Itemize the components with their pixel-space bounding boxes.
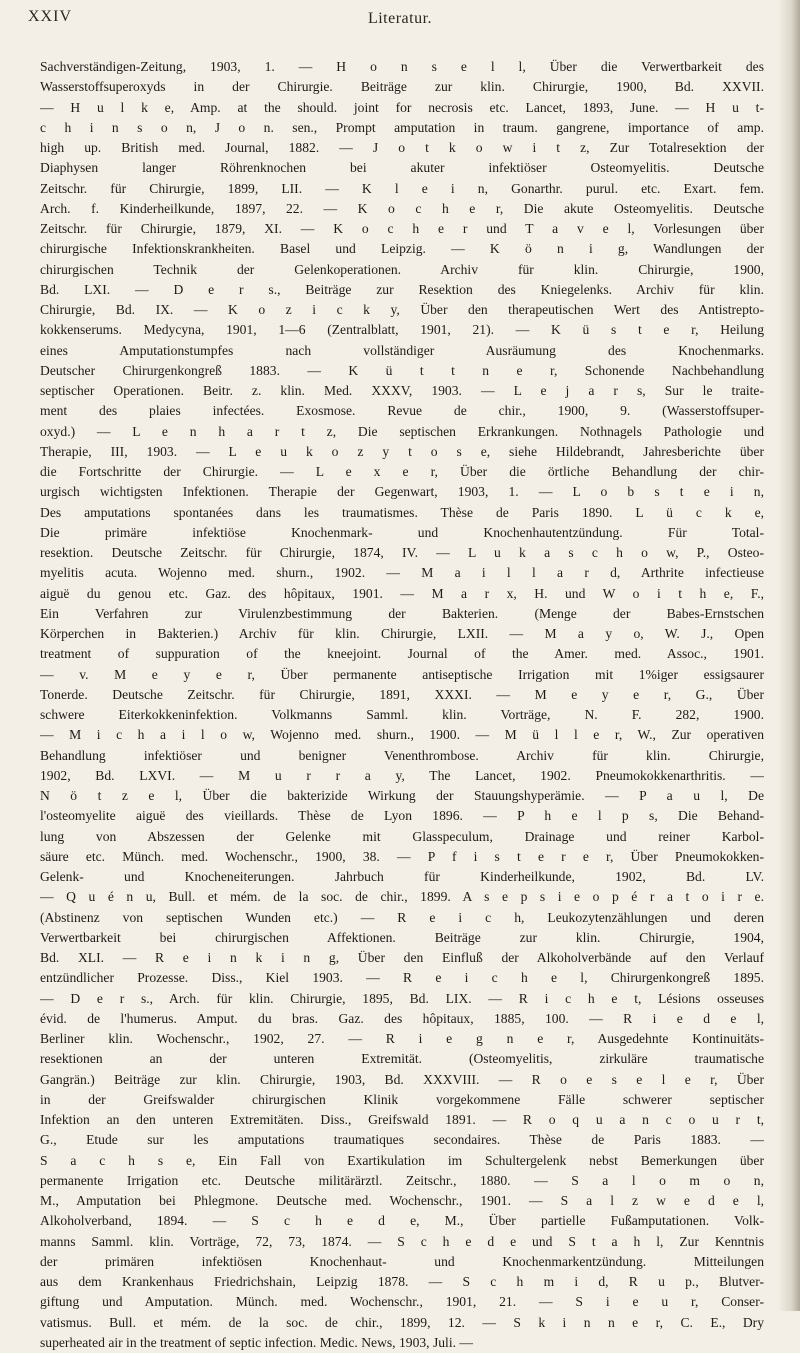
text-line: Tonerde. Deutsche Zeitschr. für Chirurgie, 1891, XXXI. — M e y e r, G., Über <box>40 686 764 702</box>
text-line: Ein Verfahren zur Virulenzbestimmung der Bakterien. (Menge der Babes-Ernstschen <box>40 605 764 621</box>
text-line: l'osteomyelite aiguë des vieillards. Thèse de Lyon 1896. — P h e l p s, Die Behand- <box>40 808 764 824</box>
text-line: Gelenk- und Knocheneiterungen. Jahrbuch für Kinderheilkunde, 1902, Bd. LV. <box>40 869 764 884</box>
text-line: Infektion an den unteren Extremitäten. Diss., Greifswald 1891. — R o q u a n c o u r t, <box>40 1112 764 1127</box>
text-line: chirurgische Infektionskrankheiten. Basel und Leipzig. — K ö n i g, Wandlungen der <box>40 241 764 257</box>
text-line: Des amputations spontanées dans les traumatismes. Thèse de Paris 1890. L ü c k e, <box>40 504 764 520</box>
text-line: eines Amputationstumpfes nach vollständiger Ausräumung des Knochenmarks. <box>40 342 764 358</box>
text-line: S a c h s e, Ein Fall von Exartikulation im Schultergelenk nebst Bemerkungen über <box>40 1152 764 1168</box>
text-line: septischer Operationen. Beitr. z. klin. Med. XXXV, 1903. — L e j a r s, Sur le traite- <box>40 383 764 398</box>
text-line: vatismus. Bull. et mém. de la soc. de chir., 1899, 12. — S k i n n e r, C. E., Dry <box>40 1314 764 1330</box>
text-line: Behandlung infektiöser und benigner Venenthrombose. Archiv für klin. Chirurgie, <box>40 747 764 763</box>
text-line: Zeitschr. für Chirurgie, 1899, LII. — K l e i n, Gonarthr. purul. etc. Exart. fem. <box>40 180 764 196</box>
text-line: superheated air in the treatment of septic infection. Medic. News, 1903, Juli. — <box>40 1334 473 1350</box>
text-line: Körperchen in Bakterien.) Archiv für klin. Chirurgie, LXII. — M a y o, W. J., Open <box>40 626 764 641</box>
text-line: — D e r s., Arch. für klin. Chirurgie, 1895, Bd. LIX. — R i c h e t, Lésions osseuses <box>40 990 764 1006</box>
text-line: lung von Abszessen der Gelenke mit Glasspeculum, Drainage und reiner Karbol- <box>40 828 764 844</box>
page-number: XXIV <box>28 8 72 25</box>
text-line: der primären infektiösen Knochenhaut- und Knochenmarkentzündung. Mitteilungen <box>40 1253 764 1269</box>
text-line: schwere Eiterkokkeninfektion. Volkmanns Samml. klin. Vorträge, N. F. 282, 1900. <box>40 707 764 722</box>
text-line: Sachverständigen-Zeitung, 1903, 1. — H o n s e l l, Über die Verwertbarkeit des <box>40 59 764 74</box>
literature-list <box>40 57 764 1353</box>
text-line: treatment of suppuration of the kneejoint. Journal of the Amer. med. Assoc., 1901. <box>40 646 764 662</box>
text-line: resektionen an der unteren Extremität. (Osteomyelitis, zirkuläre traumatische <box>40 1051 764 1067</box>
running-head: Literatur. <box>367 10 433 27</box>
text-line: kokkenserums. Medycyna, 1901, 1—6 (Zentralblatt, 1901, 21). — K ü s t e r, Heilung <box>40 322 764 338</box>
text-line: urgisch wichtigsten Infektionen. Therapie der Gegenwart, 1903, 1. — L o b s t e i n, <box>40 484 764 500</box>
text-line: Wasserstoffsuperoxyds in der Chirurgie. Beiträge zur klin. Chirurgie, 1900, Bd. XXVII. <box>40 79 764 95</box>
text-line: aiguë du genou etc. Gaz. des hôpitaux, 1901. — M a r x, H. und W o i t h e, F., <box>40 585 764 601</box>
text-line: die Fortschritte der Chirurgie. — L e x e r, Über die örtliche Behandlung der chir- <box>40 464 764 479</box>
text-line: Berliner klin. Wochenschr., 1902, 27. — R i e g n e r, Ausgedehnte Kontinuitäts- <box>40 1031 764 1046</box>
page-edge-shadow <box>778 0 800 1311</box>
text-line: Zeitschr. für Chirurgie, 1879, XI. — K o c h e r und T a v e l, Vorlesungen über <box>40 221 764 236</box>
text-line: — H u l k e, Amp. at the should. joint for necrosis etc. Lancet, 1893, June. — H u t- <box>40 99 764 115</box>
text-line: Chirurgie, Bd. IX. — K o z i c k y, Über den therapeutischen Wert des Antistrepto- <box>40 302 764 317</box>
text-line: c h i n s o n, J o n. sen., Prompt amputation in traum. gangrene, importance of amp. <box>40 119 764 135</box>
text-line: permanente Irrigation etc. Deutsche militärärztl. Zeitschr., 1880. — S a l o m o n, <box>40 1172 764 1188</box>
text-line: Gangrän.) Beiträge zur klin. Chirurgie, 1903, Bd. XXXVIII. — R o e s e l e r, Über <box>40 1071 764 1087</box>
text-line: Die primäre infektiöse Knochenmark- und Knochenhautentzündung. Für Total- <box>40 524 764 540</box>
text-line: ment des plaies infectées. Exosmose. Revue de chir., 1900, 9. (Wasserstoffsuper- <box>40 403 764 419</box>
text-line: myelitis acuta. Wojenno med. shurn., 1902. — M a i l l a r d, Arthrite infectieuse <box>40 565 764 581</box>
text-line: giftung und Amputation. Münch. med. Wochenschr., 1901, 21. — S i e u r, Conser- <box>40 1294 764 1310</box>
text-line: aus dem Krankenhaus Friedrichshain, Leipzig 1878. — S c h m i d, R u p., Blutver- <box>40 1274 764 1289</box>
text-line: chirurgischen Technik der Gelenkoperationen. Archiv für klin. Chirurgie, 1900, <box>40 261 764 277</box>
text-line: oxyd.) — L e n h a r t z, Die septischen Erkrankungen. Nothnagels Pathologie und <box>40 423 764 439</box>
text-line: M., Amputation bei Phlegmone. Deutsche med. Wochenschr., 1901. — S a l z w e d e l, <box>40 1193 764 1208</box>
text-line: Diaphysen langer Röhrenknochen bei akuter infektiöser Osteomyelitis. Deutsche <box>40 160 764 176</box>
text-line: säure etc. Münch. med. Wochenschr., 1900, 38. — P f i s t e r e r, Über Pneumokokken- <box>40 848 764 864</box>
text-line: Arch. f. Kinderheilkunde, 1897, 22. — K o c h e r, Die akute Osteomyelitis. Deutsche <box>40 200 764 216</box>
text-line: high up. British med. Journal, 1882. — J o t k o w i t z, Zur Totalresektion der <box>40 140 764 155</box>
text-line: (Abstinenz von septischen Wunden etc.) — R e i c h, Leukozytenzählungen und deren <box>40 909 764 925</box>
text-line: resektion. Deutsche Zeitschr. für Chirurgie, 1874, IV. — L u k a s c h o w, P., Osteo- <box>40 545 764 560</box>
text-line: N ö t z e l, Über die bakterizide Wirkung der Stauungshyperämie. — P a u l, De <box>40 788 764 803</box>
text-line: Verwertbarkeit bei chirurgischen Affektionen. Beiträge zur klin. Chirurgie, 1904, <box>40 929 764 945</box>
text-line: Bd. LXI. — D e r s., Beiträge zur Resektion des Kniegelenks. Archiv für klin. <box>40 281 764 297</box>
text-line: in der Greifswalder chirurgischen Klinik vorgekommene Fälle schwerer septischer <box>40 1091 764 1107</box>
text-line: — v. M e y e r, Über permanente antiseptische Irrigation mit 1%iger essigsaurer <box>40 666 764 682</box>
text-line: manns Samml. klin. Vorträge, 72, 73, 1874. — S c h e d e und S t a h l, Zur Kenntnis <box>40 1233 764 1249</box>
text-line: Deutscher Chirurgenkongreß 1883. — K ü t t n e r, Schonende Nachbehandlung <box>40 362 764 378</box>
text-line: — M i c h a i l o w, Wojenno med. shurn., 1900. — M ü l l e r, W., Zur operativen <box>40 727 764 743</box>
text-line: évid. de l'humerus. Amput. du bras. Gaz. des hôpitaux, 1885, 100. — R i e d e l, <box>40 1010 764 1026</box>
text-line: 1902, Bd. LXVI. — M u r r a y, The Lancet, 1902. Pneumokokkenarthritis. — <box>40 767 764 783</box>
text-line: G., Etude sur les amputations traumatiques secondaires. Thèse de Paris 1883. — <box>40 1132 764 1148</box>
text-line: entzündlicher Prozesse. Diss., Kiel 1903. — R e i c h e l, Chirurgenkongreß 1895. <box>40 970 764 986</box>
text-line: Bd. XLI. — R e i n k i n g, Über den Einfluß der Alkoholverbände auf den Verlauf <box>40 950 764 965</box>
text-line: Therapie, III, 1903. — L e u k o z y t o s e, siehe Hildebrandt, Jahresberichte über <box>40 443 764 459</box>
text-line: — Q u é n u, Bull. et mém. de la soc. de chir., 1899. A s e p s i e o p é r a t o i r e. <box>40 889 764 905</box>
text-line: Alkoholverband, 1894. — S c h e d e, M., Über partielle Fußamputationen. Volk- <box>40 1213 764 1229</box>
